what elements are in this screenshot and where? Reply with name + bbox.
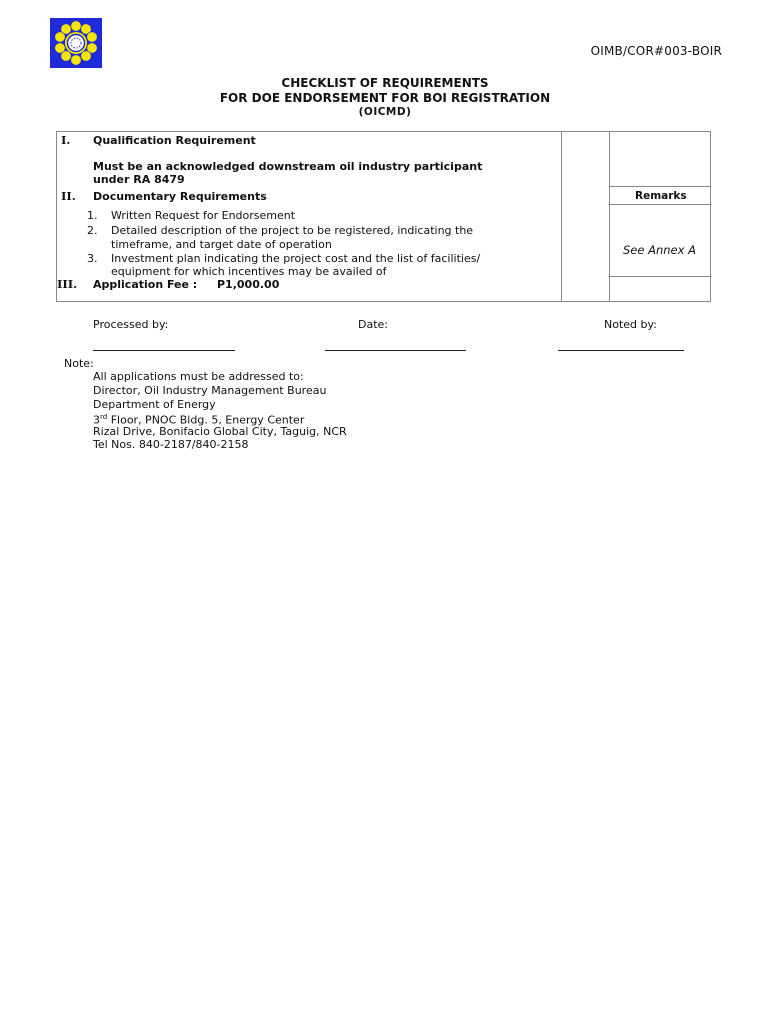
application-fee-amount: P1,000.00: [217, 278, 280, 291]
item-number-3: 3.: [87, 252, 98, 265]
doe-sun-seal-graphic: [50, 18, 102, 68]
floor-number: 3: [93, 413, 100, 427]
address-line-5: Rizal Drive, Bonifacio Global City, Taguig, NCR: [93, 425, 347, 438]
remarks-header: Remarks: [635, 190, 687, 202]
item-text-3-line-1: Investment plan indicating the project cost and the list of facilities/: [111, 252, 481, 265]
table-divider: [609, 204, 711, 205]
section-heading-fee: Application Fee :: [93, 278, 198, 291]
remarks-value: See Annex A: [623, 243, 696, 257]
floor-address-rest: Floor, PNOC Bldg. 5, Energy Center: [107, 413, 305, 427]
address-line-6: Tel Nos. 840-2187/840-2158: [93, 438, 249, 451]
item-text-2-line-2: timeframe, and target date of operation: [111, 238, 332, 251]
section-numeral-2: II.: [61, 189, 76, 203]
qualification-text-line-2: under RA 8479: [93, 173, 185, 186]
document-reference-code: OIMB/COR#003-BOIR: [590, 44, 722, 58]
section-numeral-3: III.: [57, 277, 78, 291]
address-line-1: All applications must be addressed to:: [93, 370, 304, 383]
section-numeral-1: I.: [61, 133, 71, 147]
address-line-3: Department of Energy: [93, 398, 216, 411]
doe-sun-seal-icon: [50, 18, 102, 68]
item-text-3-line-2: equipment for which incentives may be availed of: [111, 265, 387, 278]
qualification-text-line-1: Must be an acknowledged downstream oil industry participant: [93, 160, 483, 173]
note-label: Note:: [64, 357, 94, 370]
title-line-1: CHECKLIST OF REQUIREMENTS: [281, 76, 489, 90]
title-line-3: (OICMD): [358, 106, 412, 118]
section-heading-documentary: Documentary Requirements: [93, 190, 267, 203]
noted-by-label: Noted by:: [604, 318, 657, 331]
item-number-2: 2.: [87, 224, 98, 237]
item-text-1: Written Request for Endorsement: [111, 209, 296, 222]
date-signature-line: [325, 350, 466, 351]
noted-by-signature-line: [558, 350, 684, 351]
item-text-2-line-1: Detailed description of the project to be registered, indicating the: [111, 224, 474, 237]
requirements-table: [56, 131, 711, 302]
address-line-2: Director, Oil Industry Management Bureau: [93, 384, 327, 397]
item-number-1: 1.: [87, 209, 98, 222]
date-label: Date:: [358, 318, 388, 331]
table-divider: [561, 132, 562, 301]
floor-ordinal-suffix: rd: [100, 413, 108, 421]
section-heading-qualification: Qualification Requirement: [93, 134, 256, 147]
title-line-2: FOR DOE ENDORSEMENT FOR BOI REGISTRATION: [219, 91, 551, 105]
processed-by-label: Processed by:: [93, 318, 169, 331]
table-divider: [609, 276, 711, 277]
table-divider: [609, 186, 711, 187]
processed-by-signature-line: [93, 350, 235, 351]
